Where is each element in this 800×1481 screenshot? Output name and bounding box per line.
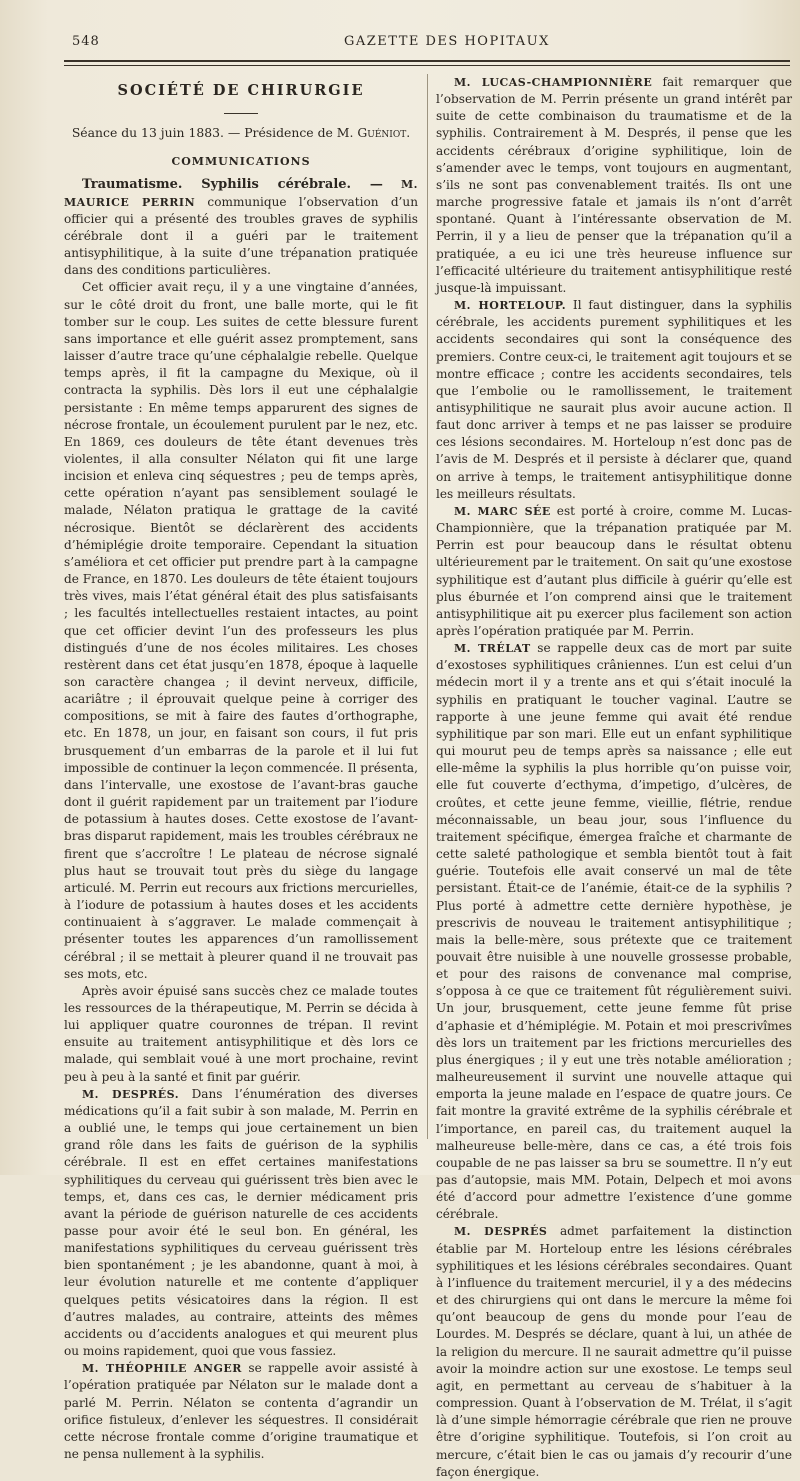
speaker-name: M. MAURICE PERRIN	[64, 178, 418, 209]
paragraph-text: se rappelle deux cas de mort par suite d’exostoses syphilitiques crâniennes. L’un est celui d’un médecin mort il y a trente ans et qui s’était inoculé la syphilis en pratiquant le toucher vaginal. L’autre se rapporte à une jeune femme qui avait été rendue syphilitique par son mari. Elle eut un enfant syphilitique qui mourut peu de temps après sa naissance ; elle eut elle-même la syphilis la plus horrible qu’on puisse voir, elle fut couverte d’ecthyma, d’impetigo, d’ulcères, de croûtes, et cette jeune femme, vieillie, flétrie, rendue méconnaissable, un beau jour, sous l’influence du traitement spécifique, émergea fraîche et charmante de cette saleté pathologique et sembla bientôt tout à fait guérie. Toutefois elle avait conservé un mal de tête persistant. Était-ce de l’anémie, était-ce de la syphilis ? Plus porté à admettre cette dernière hypothèse, je prescrivis de nouveau le traitement antisyphilitique ; mais la belle-mère, sous prétexte que ce traitement pouvait être nuisible à une nouvelle grossesse probable, et pour des raisons de convenance mal comprise, s’opposa à ce que ce traitement fût régulièrement suivi. Un jour, brusquement, cette jeune femme fût prise d’aphasie et d’hémiplégie. M. Potain et moi prescrivîmes dès lors un traitement par les frictions mercurielles des plus énergiques ; il y eut une très notable amélioration ; malheureusement il survint une nouvelle attaque qui emporta la jeune malade en l’espace de quatre jours. Ce fait montre la gravité extrême de la syphilis cérébrale et l’importance, en pareil cas, du traitement auquel la malheureuse belle-mère, dans ce cas, a été trois fois coupable de ne pas laisser sa bru se soumettre. Il n’y eut pas d’autopsie, mais MM. Potain, Delpech et moi avons été d’accord pour admettre l’existence d’une gomme cérébrale.	[436, 641, 792, 1222]
paragraph	[64, 176, 418, 279]
paragraph	[436, 1223, 792, 1480]
speaker-name: M. TRÉLAT	[454, 642, 531, 656]
seance-line	[64, 124, 418, 141]
column-separator	[427, 74, 428, 1139]
speaker-name: M. HORTELOUP.	[454, 299, 567, 313]
speaker-name: M. DESPRÉS.	[82, 1087, 180, 1101]
paragraph	[436, 640, 792, 1223]
paragraph-text: communique l’observation d’un officier qui a présenté des troubles graves de syphilis cérébrale dont il a guéri par le traitement antisyphilitique, à la suite d’une trépanation pratiquée dans des conditions particulières.	[64, 194, 418, 278]
paragraph-text: fait remarquer que l’observation de M. Perrin présente un grand intérêt par suite de cette combinaison du traumatisme et de la syphilis. Contrairement à M. Després, il pense que les accidents cérébraux d’origine syphilitique, loin de s’amender avec le temps, vont toujours en augmentant, s’ils ne sont pas convenablement traités. Ils ont une marche progressive fatale et jamais ils n’ont d’arrêt spontané. Quant à l’intéressante observation de M. Perrin, il y a lieu de penser que la trépanation qu’il a pratiquée, a eu ici une très heureuse influence sur l’efficacité ultérieure du traitement antisyphilitique resté jusque-là impuissant.	[436, 75, 792, 295]
section-title: SOCIÉTÉ DE CHIRURGIE	[117, 82, 365, 99]
speaker-name: M. LUCAS-CHAMPIONNIÈRE	[454, 76, 653, 89]
paragraph-text: se rappelle avoir assisté à l’opération pratiquée par Nélaton sur le malade dont a parlé M. Perrin. Nélaton se contenta d’agrandir un orifice fistuleux, d’enlever les séquestres. Il considérait cette nécrose frontale comme d’origine traumatique et ne pensa nullement à la syphilis.	[64, 1361, 418, 1462]
paragraph	[436, 297, 792, 503]
header-rule-thin	[64, 65, 790, 66]
speaker-name: M. DESPRÉS	[454, 1225, 548, 1239]
paragraph	[64, 1360, 418, 1463]
seance-text: Séance du 13 juin 1883. — Présidence de M.	[71, 125, 354, 141]
president-name: Guéniot.	[357, 125, 411, 141]
section-rule	[224, 113, 258, 114]
paragraph-text: est porté à croire, comme M. Lucas-Championnière, que la trépanation pratiquée par M. Perrin est pour beaucoup dans le résultat obtenu ultérieurement par le traitement. On sait qu’une exostose syphilitique est d’autant plus difficile à guérir qu’elle est plus éburnée et l’on comprend ainsi que le traitement antisyphilitique ait pu exercer plus facilement son action après l’opération pratiquée par M. Perrin.	[436, 503, 792, 638]
speaker-name: M. MARC SÉE	[454, 504, 551, 518]
header-rule	[64, 60, 790, 62]
paragraph	[436, 74, 792, 297]
page-header	[62, 34, 792, 54]
communications-label: COMMUNICATIONS	[171, 155, 311, 169]
paragraph-text: admet parfaitement la distinction établie par M. Horteloup entre les lésions cérébrales syphilitiques et les lésions cérébrales secondaires. Quant à l’influence du traitement mercuriel, il y a des médecins et des chirurgiens qui ont dans le mercure la même foi qu’ont beaucoup de gens du monde pour l’eau de Lourdes. M. Després se déclare, quant à lui, un athée de la religion du mercure. Il ne saurait admettre qu’il puisse avoir la moindre action sur une exostose. Le temps seul agit, en permettant au cerveau de s’habituer à la compression. Quant à l’observation de M. Trélat, il s’agit là d’une simple hémorragie cérébrale que rien ne prouve être d’origine syphilitique. Toutefois, si l’on croit au mercure, c’était bien le cas ou jamais d’y recourir d’une façon énergique.	[436, 1224, 792, 1479]
page-number: 548	[72, 34, 100, 49]
right-column	[436, 74, 792, 1481]
paragraph-text: Dans l’énumération des diverses médications qu’il a fait subir à son malade, M. Perrin en a oublié une, le temps qui joue certainement un bien grand rôle dans les faits de guérison de la syphilis cérébrale. Il est en effet certaines manifestations syphilitiques du cerveau qui guérissent très bien avec le temps, et, dans ces cas, le dernier médicament pris avant la période de guérison naturelle de ces accidents passe pour avoir été le seul bon. En général, les manifestations syphilitiques du cerveau guérissent très bien spontanément ; je les abandonne, quant à moi, à leur évolution naturelle et me contente d’appliquer quelques petits vésicatoires dans la région. Il est d’autres malades, au contraire, atteints des mêmes accidents ou d’accidents analogues et qui meurent plus ou moins rapidement, quoi que vous fassiez.	[64, 1086, 418, 1359]
paragraph: Après avoir épuisé sans succès chez ce malade toutes les ressources de la thérapeutique, M. Perrin se décida à lui appliquer quatre couronnes de trépan. Il revint ensuite au traitement antisyphilitique et dès lors ce malade, qui semblait voué à une mort prochaine, revint peu à peu à la santé et finit par guérir.	[64, 983, 418, 1084]
paragraph-text: Il faut distinguer, dans la syphilis cérébrale, les accidents purement syphilitiques et les accidents secondaires qui sont la conséquence des premiers. Contre ceux-ci, le traitement agit toujours et se montre efficace ; contre les accidents secondaires, tels que l’embolie ou le ramollissement, le traitement antisyphilitique ne saurait plus avoir aucune action. Il faut donc arriver à temps et ne pas laisser se produire ces lésions secondaires. M. Horteloup n’est donc pas de l’avis de M. Després et il persiste à déclarer que, quand on arrive à temps, le traitement antisyphilitique donne les meilleurs résultats.	[436, 298, 792, 501]
left-column	[64, 74, 418, 1463]
paragraph	[436, 503, 792, 640]
article-heading: Traumatisme. Syphilis cérébrale. —	[82, 177, 383, 193]
speaker-name: M. THÉOPHILE ANGER	[82, 1362, 242, 1376]
journal-title: GAZETTE DES HOPITAUX	[344, 34, 550, 49]
paragraph	[64, 1086, 418, 1361]
paragraph: Cet officier avait reçu, il y a une vingtaine d’années, sur le côté droit du front, une balle morte, qui le fit tomber sur le coup. Les suites de cette blessure furent sans importance et elle guérit assez promptement, sans laisser d’autre trace qu’une céphalalgie rebelle. Quelque temps après, il fit la campagne du Mexique, où il contracta la syphilis. Dès lors il eut une céphalalgie persistante : En même temps apparurent des signes de nécrose frontale, un écoulement purulent par le nez, etc. En 1869, ces douleurs de tête étant devenues très violentes, il alla consulter Nélaton qui fit une large incision et enleva cinq séquestres ; peu de temps après, cette opération n’ayant pas sensiblement soulagé le malade, Nélaton pratiqua le grattage de la cavité nécrosique. Bientôt se déclarèrent des accidents d’hémiplégie droite temporaire. Cependant la situation s’améliora et cet officier put prendre part à la campagne de France, en 1870. Les douleurs de tête étaient toujours très vives, mais l’état général était des plus satisfaisants ; les facultés intellectuelles restaient intactes, au point que cet officier devint l’un des professeurs les plus distingués d’une de nos écoles militaires. Les choses restèrent dans cet état jusqu’en 1878, époque à laquelle son caractère changea ; il devint nerveux, difficile, acariâtre ; il éprouvait quelque peine à corriger des compositions, se mit à faire des fautes d’orthographe, etc. En 1878, un jour, en faisant son cours, il fut pris brusquement d’un embarras de la parole et il lui fut impossible de continuer la leçon commencée. Il présenta, dans l’intervalle, une exostose de l’avant-bras gauche dont il guérit rapidement par un traitement par l’iodure de potassium à hautes doses. Cette exostose de l’avant-bras disparut rapidement, mais les troubles cérébraux ne firent que s’accroître ! Le plateau de nécrose signalé plus haut se trouvait tout près du siège du langage articulé. M. Perrin eut recours aux frictions mercurielles, à l’iodure de potassium à hautes doses et les accidents continuaient à s’aggraver. Le malade commençait à présenter toutes les apparences d’un ramollissement cérébral ; il se mettait à pleurer quand il ne trouvait pas ses mots, etc.	[64, 280, 418, 981]
